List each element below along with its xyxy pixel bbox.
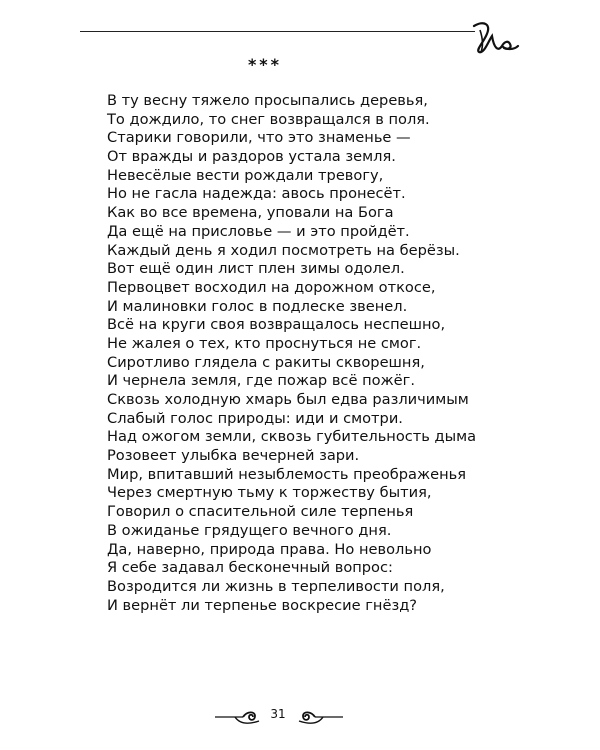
poem-line: Над ожогом земли, сквозь губительность дыма [107, 428, 477, 446]
poem-line: Сквозь холодную хмарь был едва различимым [107, 391, 469, 408]
poem-line: Не жалея о тех, кто проснуться не смог. [107, 334, 422, 352]
poem-line: Говорил о спасительной силе терпенья [107, 503, 414, 521]
poem-line: Невесёлые вести рождали тревогу, [107, 166, 384, 184]
poem-line: Через смертную тьму к торжеству бытия, [107, 484, 432, 502]
poem-line: От вражды и раздоров устала земля. [107, 148, 396, 166]
poem-line: Слабый голос природы: иди и смотри. [107, 409, 403, 427]
poem-line: Возродится ли жизнь в терпеливости поля, [107, 577, 445, 595]
poem-line: Всё на круги своя возвращалось неспешно, [107, 316, 446, 334]
poem-line: Вот ещё один лист плен зимы одолел. [107, 260, 405, 278]
poem-line: Первоцвет восходил на дорожном откосе, [107, 278, 436, 296]
poem-line: То дождило, то снег возвращался в поля. [107, 110, 430, 128]
poem-line: Как во все времена, уповали на Бога [107, 204, 394, 222]
poem-line: Мир, впитавший незыблемость преображенья [107, 465, 467, 483]
scroll-flourish-icon [295, 707, 345, 727]
poem-line: Да ещё на присловье — и это пройдёт. [107, 222, 410, 240]
poem-line: В ожиданье грядущего вечного дня. [107, 521, 392, 539]
poem-line: И вернёт ли терпенье воскресие гнёзд? [107, 596, 418, 614]
poem-line: Да, наверно, природа права. Но невольно [107, 540, 432, 558]
poem-line: Каждый день я ходил посмотреть на берёзы. [107, 241, 460, 259]
poem-line: Сиротливо глядела с ракиты скворешня, [107, 353, 425, 371]
poem-line: И малиновки голос в подлеске звенел. [107, 297, 408, 315]
poem-line: Но не гасла надежда: авось пронесёт. [107, 185, 406, 203]
calligraphic-flourish-icon [470, 18, 520, 58]
section-divider: *** [247, 55, 283, 74]
poem-line: И чернела земля, где пожар всё пожёг. [107, 372, 415, 390]
poem-line: В ту весну тяжело просыпались деревья, [107, 92, 428, 109]
poem-line: Старики говорили, что это знаменье — [107, 129, 411, 147]
page-number: 31 [270, 707, 286, 721]
scroll-flourish-icon [213, 707, 263, 727]
header-rule [80, 31, 475, 32]
poem-line: Я себе задавал бесконечный вопрос: [107, 559, 393, 577]
poem-body [107, 92, 476, 615]
poem-line: Розовеет улыбка вечерней зари. [107, 447, 360, 465]
